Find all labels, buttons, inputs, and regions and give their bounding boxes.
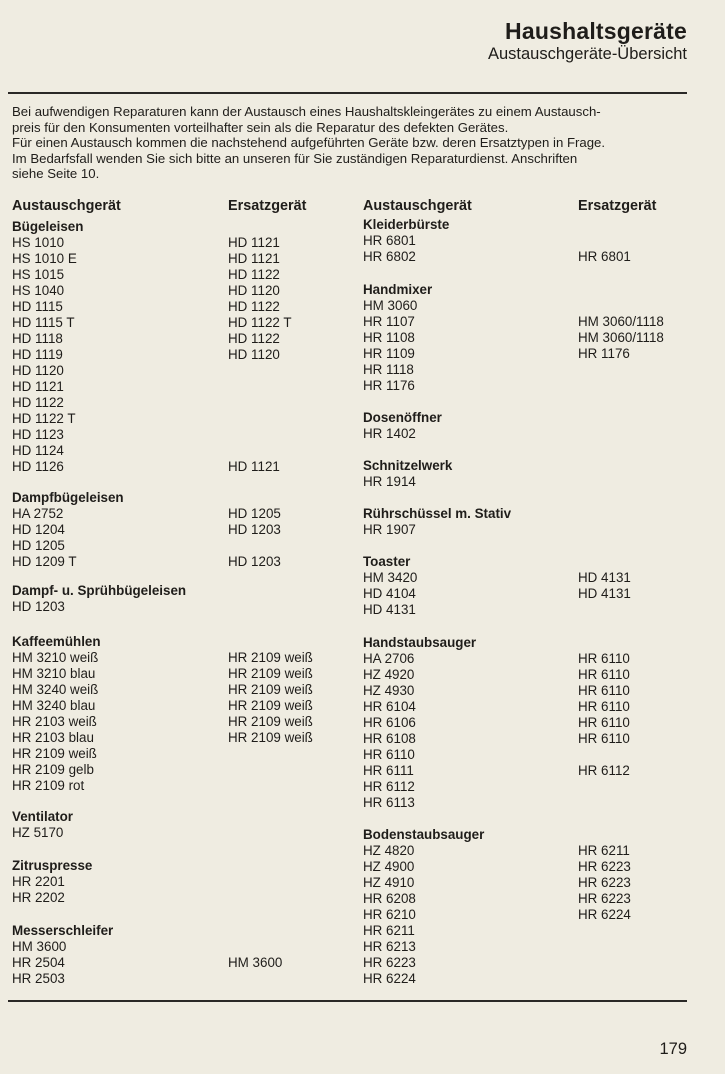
device-model: HD 1204	[12, 522, 65, 537]
right-group-heading: Schnitzelwerk	[363, 458, 453, 473]
replacement-model: HR 6223	[578, 859, 631, 874]
right-device-list	[363, 651, 416, 811]
column-header-left-replacement: Ersatzgerät	[228, 198, 307, 214]
replacement-model	[228, 395, 292, 411]
right-group-heading: Dosenöffner	[363, 410, 442, 425]
device-model: HD 1122	[12, 395, 64, 410]
replacement-model: HR 2109 weiß	[228, 650, 313, 665]
left-group-heading: Bügeleisen	[12, 219, 84, 234]
right-group-heading: Handmixer	[363, 282, 433, 297]
device-model: HD 1203	[12, 599, 65, 614]
device-model: HR 2504	[12, 955, 65, 970]
replacement-model: HD 1121	[228, 459, 280, 474]
replacement-model: HR 6110	[578, 699, 630, 714]
bottom-rule	[8, 1000, 687, 1002]
device-model: HR 6112	[363, 779, 415, 794]
device-model: HD 1124	[12, 443, 64, 458]
replacement-model	[578, 795, 630, 811]
replacement-model: HR 6110	[578, 651, 630, 666]
device-model: HR 6104	[363, 699, 416, 714]
device-model: HM 3060	[363, 298, 418, 313]
device-model: HR 2109 gelb	[12, 762, 94, 777]
device-model: HS 1040	[12, 283, 65, 298]
replacement-model	[578, 955, 631, 971]
device-model: HZ 5170	[12, 825, 64, 840]
replacement-model	[578, 971, 631, 987]
column-header-right-device: Austauschgerät	[363, 198, 472, 214]
left-group-heading: Ventilator	[12, 809, 74, 824]
device-model: HD 1205	[12, 538, 65, 553]
replacement-model: HR 6110	[578, 667, 630, 682]
right-group-heading: Toaster	[363, 554, 411, 569]
device-model: HR 2103 weiß	[12, 714, 97, 729]
right-group-heading: Rührschüssel m. Stativ	[363, 506, 512, 521]
intro-line: siehe Seite 10.	[12, 166, 100, 182]
device-model: HR 6111	[363, 763, 414, 778]
replacement-model: HD 1120	[228, 283, 280, 298]
page-number: 179	[659, 1040, 687, 1058]
intro-line: Im Bedarfsfall wenden Sie sich bitte an unseren für Sie zuständigen Reparaturdienst. Anschriften	[12, 150, 578, 166]
device-model: HR 6110	[363, 747, 415, 762]
replacement-model: HR 6110	[578, 715, 630, 730]
device-model: HD 1115	[12, 299, 63, 314]
column-header-left-device: Austauschgerät	[12, 198, 121, 214]
right-device-list	[363, 233, 416, 265]
replacement-model	[578, 939, 631, 955]
right-replacement-list	[578, 651, 630, 811]
left-device-list	[12, 235, 77, 475]
replacement-model: HR 2109 weiß	[228, 714, 313, 729]
left-device-list	[12, 874, 65, 906]
right-replacement-list	[578, 843, 631, 987]
device-model: HM 3240 blau	[12, 698, 96, 713]
device-model: HD 1122 T	[12, 411, 76, 426]
replacement-model: HR 6223	[578, 875, 631, 890]
device-model: HR 2503	[12, 971, 65, 986]
right-device-list	[363, 843, 416, 987]
device-model: HD 1115 T	[12, 315, 75, 330]
left-replacement-list	[228, 235, 292, 475]
page-title: Haushaltsgeräte	[505, 18, 687, 44]
device-model: HR 6223	[363, 955, 416, 970]
replacement-model: HR 2109 weiß	[228, 666, 313, 681]
device-model: HR 1118	[363, 362, 414, 377]
left-group-heading: Dampf- u. Sprühbügeleisen	[12, 583, 187, 598]
device-model: HR 6802	[363, 249, 416, 264]
device-model: HS 1010 E	[12, 251, 77, 266]
device-model: HM 3420	[363, 570, 418, 585]
device-model: HR 1402	[363, 426, 416, 441]
replacement-model: HR 6223	[578, 891, 631, 906]
left-device-list	[12, 939, 66, 987]
device-model: HR 1907	[363, 522, 416, 537]
device-model: HR 2202	[12, 890, 65, 905]
replacement-model	[228, 538, 281, 554]
device-model: HR 6801	[363, 233, 416, 248]
intro-line: preis für den Konsumenten vorteilhafter sein als die Reparatur des defekten Gerätes.	[12, 119, 509, 135]
column-header-right-replacement: Ersatzgerät	[578, 198, 657, 214]
device-model: HS 1010	[12, 235, 65, 250]
device-model: HD 1123	[12, 427, 64, 442]
device-model: HR 2109 weiß	[12, 746, 97, 761]
device-model: HD 4104	[363, 586, 416, 601]
left-replacement-list	[228, 939, 282, 987]
page-subtitle: Austauschgeräte-Übersicht	[487, 45, 687, 63]
replacement-model	[228, 746, 313, 762]
replacement-model	[578, 747, 630, 763]
replacement-model: HD 1205	[228, 506, 281, 521]
intro-line: Bei aufwendigen Reparaturen kann der Austausch eines Haushaltskleingerätes zu einem Austausch-	[12, 104, 601, 119]
right-group-heading: Kleiderbürste	[363, 217, 450, 232]
device-model: HR 6211	[363, 923, 415, 938]
left-device-list	[12, 650, 98, 794]
replacement-model: HD 4131	[578, 586, 631, 601]
device-model: HR 6106	[363, 715, 416, 730]
device-model: HR 2109 rot	[12, 778, 85, 793]
device-model: HM 3600	[12, 939, 67, 954]
replacement-model	[228, 762, 313, 778]
replacement-model: HD 1203	[228, 522, 281, 537]
device-model: HD 1121	[12, 379, 64, 394]
replacement-model	[578, 378, 664, 394]
device-model: HD 1126	[12, 459, 64, 474]
device-model: HM 3210 blau	[12, 666, 96, 681]
replacement-model	[228, 778, 313, 794]
left-device-list	[12, 599, 65, 615]
device-model: HA 2706	[363, 651, 415, 666]
device-model: HR 1914	[363, 474, 416, 489]
left-group-heading: Zitruspresse	[12, 858, 93, 873]
replacement-model: HR 6211	[578, 843, 630, 858]
replacement-model: HD 1121	[228, 235, 280, 250]
replacement-model	[228, 427, 292, 443]
replacement-model: HD 1122	[228, 267, 280, 282]
left-group-heading: Messerschleifer	[12, 923, 114, 938]
replacement-model: HR 6224	[578, 907, 631, 922]
right-device-list	[363, 522, 416, 538]
intro-line: Für einen Austausch kommen die nachstehend aufgeführten Geräte bzw. deren Ersatztypen in Frage.	[12, 135, 606, 151]
device-model: HZ 4930	[363, 683, 415, 698]
replacement-model	[228, 411, 292, 427]
device-model: HD 1120	[12, 363, 64, 378]
device-model: HM 3240 weiß	[12, 682, 99, 697]
left-replacement-list	[228, 506, 281, 570]
left-group-heading: Kaffeemühlen	[12, 634, 101, 649]
device-model: HS 1015	[12, 267, 65, 282]
replacement-model	[578, 779, 630, 795]
right-group-heading: Handstaubsauger	[363, 635, 477, 650]
replacement-model: HM 3600	[228, 955, 283, 970]
device-model: HR 6213	[363, 939, 416, 954]
device-model: HR 6113	[363, 795, 415, 810]
device-model: HR 1108	[363, 330, 415, 345]
replacement-model: HR 6112	[578, 763, 630, 778]
replacement-model: HD 1122	[228, 299, 280, 314]
device-model: HR 2201	[12, 874, 65, 889]
device-model: HZ 4900	[363, 859, 415, 874]
device-model: HR 1107	[363, 314, 415, 329]
replacement-model: HD 1121	[228, 251, 280, 266]
right-device-list	[363, 426, 416, 442]
device-model: HR 6208	[363, 891, 416, 906]
device-model: HD 1119	[12, 347, 63, 362]
device-model: HZ 4920	[363, 667, 415, 682]
replacement-model: HR 2109 weiß	[228, 682, 313, 697]
right-replacement-list	[578, 570, 631, 618]
replacement-model: HD 4131	[578, 570, 631, 585]
right-device-list	[363, 298, 417, 394]
right-device-list	[363, 570, 417, 618]
replacement-model: HD 1203	[228, 554, 281, 569]
left-device-list	[12, 825, 63, 841]
replacement-model	[578, 298, 664, 314]
left-device-list	[12, 506, 77, 570]
replacement-model: HR 6110	[578, 731, 630, 746]
replacement-model: HR 2109 weiß	[228, 730, 313, 745]
replacement-model	[228, 443, 292, 459]
intro-text	[12, 104, 688, 182]
replacement-model: HD 1122 T	[228, 315, 292, 330]
top-rule	[8, 92, 687, 94]
replacement-model	[228, 939, 282, 955]
device-model: HZ 4820	[363, 843, 415, 858]
device-model: HD 1118	[12, 331, 63, 346]
device-model: HR 6210	[363, 907, 416, 922]
right-replacement-list	[578, 233, 631, 265]
replacement-model: HD 1122	[228, 331, 280, 346]
replacement-model: HM 3060/1118	[578, 314, 664, 329]
device-model: HR 1109	[363, 346, 415, 361]
device-model: HM 3210 weiß	[12, 650, 99, 665]
replacement-model: HR 6110	[578, 683, 630, 698]
replacement-model	[578, 602, 631, 618]
right-replacement-list	[578, 298, 664, 394]
replacement-model	[578, 923, 631, 939]
replacement-model: HD 1120	[228, 347, 280, 362]
right-device-list	[363, 474, 416, 490]
right-group-heading: Bodenstaubsauger	[363, 827, 485, 842]
left-replacement-list	[228, 650, 313, 794]
device-model: HR 6108	[363, 731, 416, 746]
device-model: HD 4131	[363, 602, 416, 617]
replacement-model	[578, 233, 631, 249]
device-model: HR 1176	[363, 378, 415, 393]
replacement-model: HR 1176	[578, 346, 630, 361]
device-model: HZ 4910	[363, 875, 415, 890]
replacement-model	[578, 362, 664, 378]
left-group-heading: Dampfbügeleisen	[12, 490, 124, 505]
device-model: HR 6224	[363, 971, 416, 986]
device-model: HD 1209 T	[12, 554, 77, 569]
replacement-model	[228, 971, 282, 987]
replacement-model	[228, 363, 292, 379]
replacement-model: HR 6801	[578, 249, 631, 264]
replacement-model: HM 3060/1118	[578, 330, 664, 345]
device-model: HR 2103 blau	[12, 730, 94, 745]
replacement-model: HR 2109 weiß	[228, 698, 313, 713]
device-model: HA 2752	[12, 506, 64, 521]
replacement-model	[228, 379, 292, 395]
